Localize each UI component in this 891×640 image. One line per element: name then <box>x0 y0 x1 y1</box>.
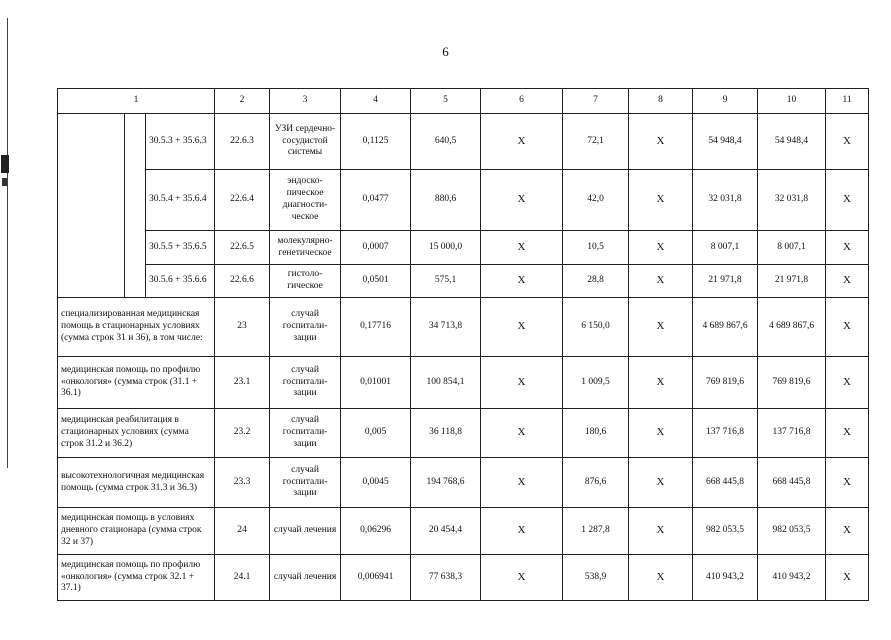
header-cell: 10 <box>758 89 826 114</box>
value-cell: Х <box>826 357 869 409</box>
scan-artifact <box>1 155 9 173</box>
value-cell: 15 000,0 <box>411 231 481 265</box>
value-cell: Х <box>826 555 869 601</box>
merged-blank-cell <box>125 114 146 298</box>
value-cell: Х <box>629 409 693 458</box>
value-cell: Х <box>481 357 563 409</box>
row-name-cell: медицинская реабилитация в стационарных условиях (сумма строк 31.2 и 36.2) <box>58 409 215 458</box>
value-cell: Х <box>826 458 869 508</box>
value-cell: 410 943,2 <box>693 555 758 601</box>
header-cell: 7 <box>563 89 629 114</box>
value-cell: Х <box>629 298 693 357</box>
table-row <box>58 508 869 555</box>
table-row <box>58 298 869 357</box>
value-cell: Х <box>826 170 869 231</box>
table-row <box>58 170 869 231</box>
unit-cell: случай госпитали-зации <box>270 458 341 508</box>
row-code-cell: 22.6.5 <box>215 231 270 265</box>
value-cell: Х <box>481 231 563 265</box>
value-cell: 4 689 867,6 <box>758 298 826 357</box>
value-cell: Х <box>826 409 869 458</box>
value-cell: 4 689 867,6 <box>693 298 758 357</box>
scan-margin-line <box>7 18 8 468</box>
value-cell: 538,9 <box>563 555 629 601</box>
value-cell: 769 819,6 <box>758 357 826 409</box>
value-cell: Х <box>826 508 869 555</box>
header-cell: 5 <box>411 89 481 114</box>
value-cell: 0,01001 <box>341 357 411 409</box>
value-cell: Х <box>826 298 869 357</box>
value-cell: 575,1 <box>411 265 481 298</box>
value-cell: 1 287,8 <box>563 508 629 555</box>
value-cell: 876,6 <box>563 458 629 508</box>
value-cell: 54 948,4 <box>693 114 758 170</box>
row-code-cell: 23.1 <box>215 357 270 409</box>
table-row <box>58 555 869 601</box>
merged-blank-cell <box>58 114 125 298</box>
value-cell: Х <box>481 298 563 357</box>
header-cell: 2 <box>215 89 270 114</box>
sub-code-cell: 30.5.3 + 35.6.3 <box>146 114 215 170</box>
row-code-cell: 23.3 <box>215 458 270 508</box>
value-cell: 100 854,1 <box>411 357 481 409</box>
value-cell: 32 031,8 <box>758 170 826 231</box>
value-cell: 880,6 <box>411 170 481 231</box>
header-cell: 6 <box>481 89 563 114</box>
unit-cell: случай лечения <box>270 555 341 601</box>
value-cell: 28,8 <box>563 265 629 298</box>
value-cell: Х <box>481 170 563 231</box>
value-cell: 21 971,8 <box>758 265 826 298</box>
row-name-cell: медицинская помощь в условиях дневного стационара (сумма строк 32 и 37) <box>58 508 215 555</box>
value-cell: Х <box>629 555 693 601</box>
value-cell: 20 454,4 <box>411 508 481 555</box>
value-cell: 0,1125 <box>341 114 411 170</box>
value-cell: 0,0007 <box>341 231 411 265</box>
value-cell: Х <box>481 555 563 601</box>
header-cell: 3 <box>270 89 341 114</box>
unit-cell: случай лечения <box>270 508 341 555</box>
page-number: 6 <box>442 44 449 59</box>
data-table <box>57 88 869 601</box>
value-cell: 0,0477 <box>341 170 411 231</box>
value-cell: Х <box>481 409 563 458</box>
sub-code-cell: 30.5.5 + 35.6.5 <box>146 231 215 265</box>
value-cell: 137 716,8 <box>758 409 826 458</box>
table-row <box>58 409 869 458</box>
row-code-cell: 22.6.4 <box>215 170 270 231</box>
value-cell: 640,5 <box>411 114 481 170</box>
row-name-cell: медицинская помощь по профилю «онкология» (сумма строк (31.1 + 36.1) <box>58 357 215 409</box>
sub-code-cell: 30.5.4 + 35.6.4 <box>146 170 215 231</box>
value-cell: 21 971,8 <box>693 265 758 298</box>
value-cell: 668 445,8 <box>693 458 758 508</box>
header-cell: 4 <box>341 89 411 114</box>
row-name-cell: высокотехнологичная медицинская помощь (сумма строк 31.3 и 36.3) <box>58 458 215 508</box>
table-row <box>58 114 869 170</box>
value-cell: Х <box>826 114 869 170</box>
unit-cell: случай госпитали-зации <box>270 357 341 409</box>
unit-cell: УЗИ сердечно-сосудистой системы <box>270 114 341 170</box>
value-cell: 42,0 <box>563 170 629 231</box>
table-row <box>58 231 869 265</box>
value-cell: 194 768,6 <box>411 458 481 508</box>
value-cell: Х <box>629 170 693 231</box>
header-cell: 9 <box>693 89 758 114</box>
value-cell: 10,5 <box>563 231 629 265</box>
value-cell: 1 009,5 <box>563 357 629 409</box>
header-cell: 11 <box>826 89 869 114</box>
value-cell: Х <box>826 265 869 298</box>
value-cell: 410 943,2 <box>758 555 826 601</box>
value-cell: 769 819,6 <box>693 357 758 409</box>
value-cell: Х <box>481 114 563 170</box>
value-cell: 0,005 <box>341 409 411 458</box>
value-cell: Х <box>629 265 693 298</box>
table-row <box>58 357 869 409</box>
row-code-cell: 23 <box>215 298 270 357</box>
value-cell: Х <box>629 114 693 170</box>
header-row <box>58 89 869 114</box>
value-cell: 982 053,5 <box>758 508 826 555</box>
value-cell: 36 118,8 <box>411 409 481 458</box>
header-cell: 8 <box>629 89 693 114</box>
unit-cell: гистоло-гическое <box>270 265 341 298</box>
value-cell: 137 716,8 <box>693 409 758 458</box>
value-cell: 32 031,8 <box>693 170 758 231</box>
row-name-cell: медицинская помощь по профилю «онкология» (сумма строк 32.1 + 37.1) <box>58 555 215 601</box>
value-cell: 0,06296 <box>341 508 411 555</box>
value-cell: 8 007,1 <box>693 231 758 265</box>
value-cell: 54 948,4 <box>758 114 826 170</box>
row-code-cell: 24.1 <box>215 555 270 601</box>
value-cell: Х <box>629 357 693 409</box>
table-row <box>58 458 869 508</box>
row-code-cell: 22.6.3 <box>215 114 270 170</box>
value-cell: 77 638,3 <box>411 555 481 601</box>
unit-cell: молекулярно-генетическое <box>270 231 341 265</box>
scan-artifact <box>2 178 7 186</box>
value-cell: 180,6 <box>563 409 629 458</box>
sub-code-cell: 30.5.6 + 35.6.6 <box>146 265 215 298</box>
value-cell: 0,17716 <box>341 298 411 357</box>
value-cell: Х <box>826 231 869 265</box>
value-cell: 0,006941 <box>341 555 411 601</box>
value-cell: 0,0045 <box>341 458 411 508</box>
row-code-cell: 23.2 <box>215 409 270 458</box>
value-cell: 668 445,8 <box>758 458 826 508</box>
row-code-cell: 24 <box>215 508 270 555</box>
value-cell: Х <box>481 265 563 298</box>
table-row <box>58 265 869 298</box>
unit-cell: эндоско-пическое диагности-ческое <box>270 170 341 231</box>
value-cell: 34 713,8 <box>411 298 481 357</box>
row-name-cell: специализированная медицинская помощь в стационарных условиях (сумма строк 31 и 36), в том числе: <box>58 298 215 357</box>
unit-cell: случай госпитали-зации <box>270 298 341 357</box>
header-cell: 1 <box>58 89 215 114</box>
value-cell: 982 053,5 <box>693 508 758 555</box>
row-code-cell: 22.6.6 <box>215 265 270 298</box>
value-cell: Х <box>629 508 693 555</box>
value-cell: 6 150,0 <box>563 298 629 357</box>
value-cell: Х <box>629 458 693 508</box>
value-cell: 8 007,1 <box>758 231 826 265</box>
unit-cell: случай госпитали-зации <box>270 409 341 458</box>
value-cell: 72,1 <box>563 114 629 170</box>
value-cell: 0,0501 <box>341 265 411 298</box>
value-cell: Х <box>629 231 693 265</box>
value-cell: Х <box>481 458 563 508</box>
value-cell: Х <box>481 508 563 555</box>
